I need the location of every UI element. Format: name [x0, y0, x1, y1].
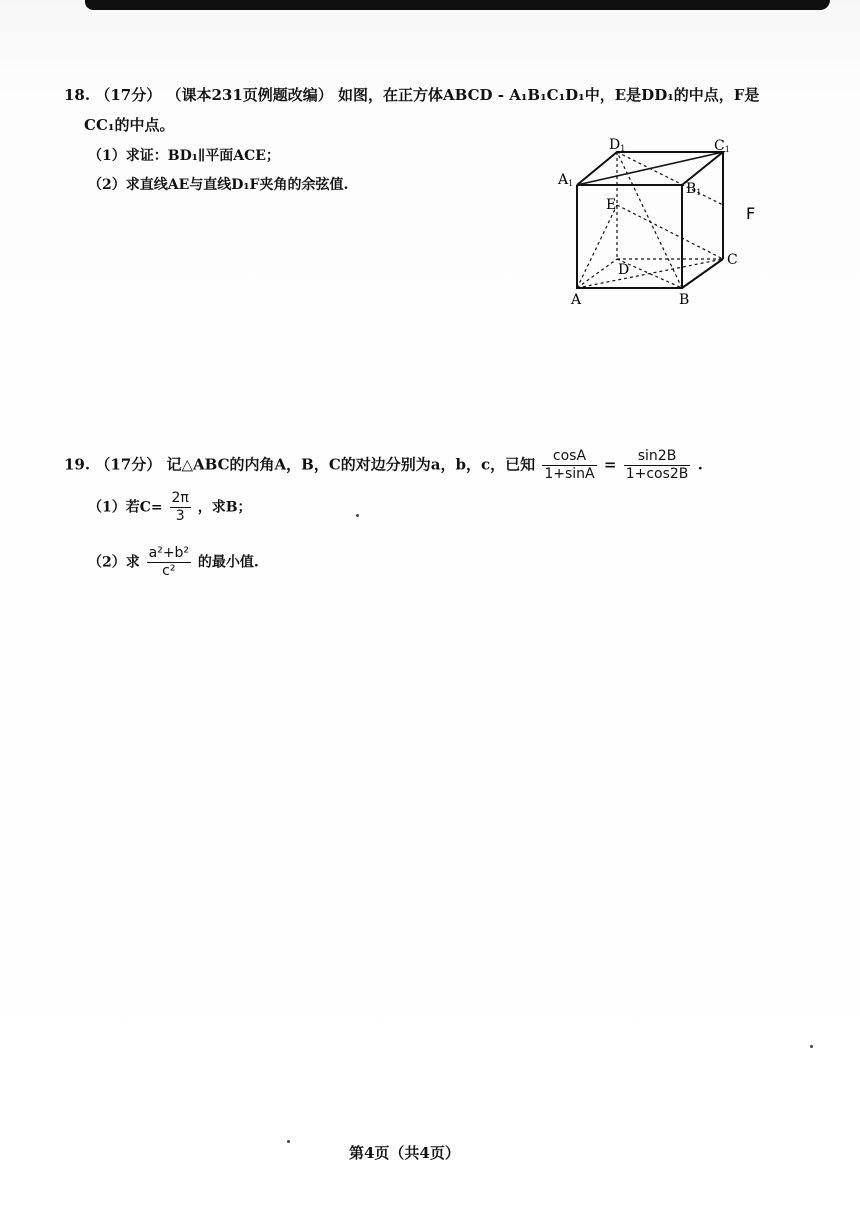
line-d1f — [617, 152, 723, 205]
q19-part2-prefix: （2）求 — [88, 554, 140, 571]
q18-part2: （2）求直线AE与直线D₁F夹角的余弦值. — [88, 177, 349, 193]
q19-part2-num: a²+b² — [148, 545, 190, 561]
label-f: F — [746, 204, 756, 223]
q19-part1 — [88, 490, 252, 525]
q19-equals: = — [603, 455, 617, 474]
label-b: B — [679, 292, 690, 308]
q19-part2-fraction — [147, 545, 191, 580]
label-c1: C1 — [714, 138, 730, 154]
q19-part1-suffix: ，求B； — [197, 499, 252, 516]
page-footer: 第4页（共4页） — [349, 1144, 460, 1162]
q18-stem-line2: CC₁的中点。 — [84, 116, 175, 134]
label-d1: D1 — [609, 137, 626, 153]
q19-fraction-left-num: cosA — [542, 448, 596, 466]
label-d: D — [618, 262, 630, 278]
question-18-stem — [64, 80, 794, 110]
q19-fraction-left-den: 1+sinA — [544, 466, 595, 482]
q19-number: 19. — [64, 455, 91, 474]
stray-mark-1 — [356, 514, 359, 517]
label-a: A — [571, 292, 582, 308]
q19-fraction-left — [542, 448, 596, 483]
cube-figure — [545, 127, 785, 317]
line-ae — [577, 205, 617, 288]
label-b1: B1 — [686, 181, 702, 197]
q19-stem-end: . — [697, 455, 703, 474]
label-c: C — [727, 252, 738, 268]
q19-part2 — [88, 545, 259, 580]
q19-part1-fraction — [170, 490, 191, 525]
q18-part1: （1）求证：BD₁∥平面ACE； — [88, 148, 280, 164]
q19-score: （17分） — [95, 455, 162, 474]
line-ec — [617, 205, 723, 259]
q19-part2-suffix: 的最小值. — [197, 554, 259, 571]
q19-part1-prefix: （1）若C= — [88, 499, 163, 516]
q19-part1-den: 3 — [175, 508, 185, 524]
q19-stem-text: 记△ABC的内角A，B，C的对边分别为a，b，c，已知 — [166, 455, 536, 474]
stray-mark-2 — [810, 1045, 813, 1048]
stray-mark-3 — [287, 1140, 290, 1143]
q18-number: 18. — [64, 86, 91, 104]
label-e: E — [606, 197, 617, 213]
q18-source: （课本231页例题改编） — [166, 86, 333, 104]
q19-fraction-right — [624, 448, 691, 483]
q19-part1-num: 2π — [171, 490, 189, 506]
q19-part2-den: c² — [162, 563, 176, 579]
q19-fraction-right-den: 1+cos2B — [625, 466, 689, 482]
question-19-stem — [64, 448, 824, 483]
q18-stem-line1: 如图，在正方体ABCD - A₁B₁C₁D₁中，E是DD₁的中点，F是 — [338, 86, 760, 104]
q19-fraction-right-num: sin2B — [624, 448, 691, 466]
label-a1: A1 — [558, 172, 574, 188]
cube-front-face — [577, 185, 682, 288]
scan-top-edge — [85, 0, 830, 10]
q18-score: （17分） — [95, 86, 162, 104]
